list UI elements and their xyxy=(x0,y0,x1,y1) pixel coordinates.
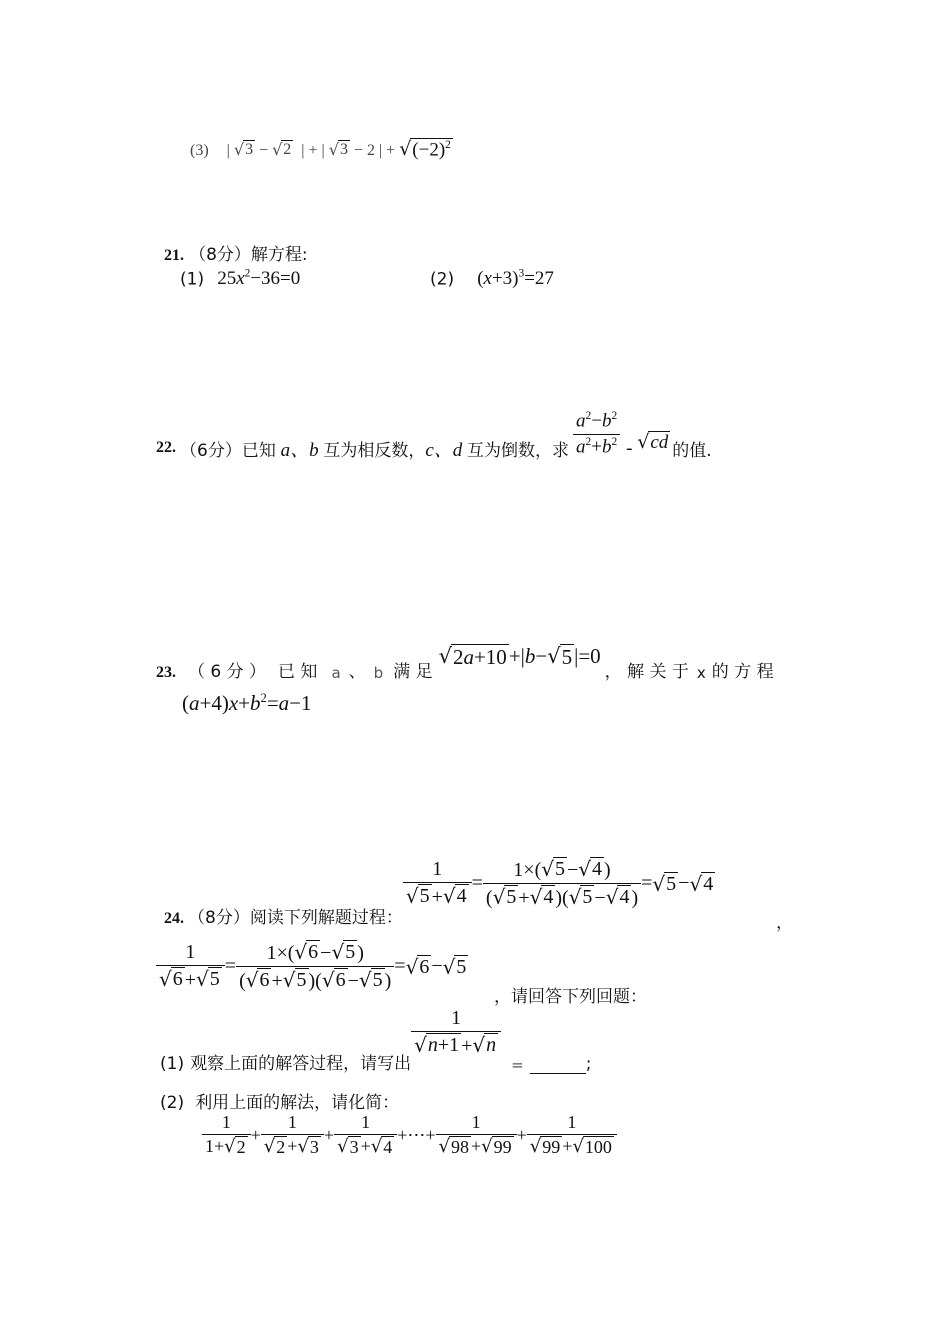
q22-line xyxy=(156,408,712,488)
q24-part1 xyxy=(160,1007,592,1074)
q24-example1: 1 √ 5 + √ 4 = 1×( √ 5 − √ 4 ) ( √ 5 + √ 4 )( √ 5 − √ 4 ) = √ 5 − √ 4 xyxy=(403,857,715,910)
q24-example2: 1 √ 6 + √ 5 = 1×( √ 6 − √ 5 ) ( √ 6 + √ 5 )( √ 6 − √ 5 ) = √ 6 − √ 5 xyxy=(156,940,468,993)
q21-instruction: 解方程: xyxy=(250,245,308,265)
q23-text-known: 已 知 xyxy=(278,662,318,682)
q22-text-reciprocal: 互为倒数，求 xyxy=(467,440,570,461)
q21-part2 xyxy=(430,268,554,290)
q23-score: （ 6 分 ） xyxy=(188,662,267,682)
q23-condition: √ 2a+10 +|b− √ 5 |=0 xyxy=(438,644,601,669)
q24-line1 xyxy=(164,857,715,932)
q22-text-known: 已知 xyxy=(241,440,276,461)
q24-part1-end: ; xyxy=(585,1054,592,1074)
q21-part1-label: (1) xyxy=(180,269,205,290)
q23-text-solve: ， 解 关 于 xyxy=(604,662,689,682)
q22-text-value: 的值. xyxy=(672,440,712,461)
q24-part2-expression: 1 1+ √ 2 + 1 √ 2 + √ 3 + 1 √ 3 + √ 4 +⋯+ 1 √ 98 + √ 99 + 1 √ 99 + √ 100 xyxy=(202,1112,617,1158)
q21-part2-label: (2) xyxy=(430,269,455,290)
q24-number: 24. xyxy=(164,910,184,927)
q20-part3-expression: | √ 3 − √ 2 | + | √ 3 − 2 | + √ $(-2)^2$ xyxy=(226,138,451,161)
q24-text-answer: ，请回答下列回题： xyxy=(494,987,647,1007)
q24-comma: ， xyxy=(776,913,793,933)
q20-part3-label: (3) xyxy=(190,142,209,159)
q21-part1-equation: $25x^2-36=0$ xyxy=(217,268,301,290)
q23-number: 23. xyxy=(156,664,176,681)
q24-part2 xyxy=(160,1088,399,1113)
q20-part3 xyxy=(190,138,453,161)
q23-line1 xyxy=(156,636,774,682)
q24-part1-blank[interactable] xyxy=(530,1059,586,1074)
q22-fraction: $\frac{a^2-b^2}{a^2+b^2}$ xyxy=(573,410,620,458)
q23-text-satisfy: 满 足 xyxy=(393,662,433,682)
q22-score: （6分） xyxy=(180,440,242,461)
q22-minus-sqrt-cd: - √ cd xyxy=(626,430,669,459)
q21-part1 xyxy=(180,268,300,290)
q21-number: 21. xyxy=(164,247,184,264)
q23-var-x: x xyxy=(696,664,706,682)
q22-vars-ab: a、b xyxy=(275,439,324,461)
q24-part2-label: (2) xyxy=(160,1093,185,1113)
q22-text-opposite: 互为相反数， xyxy=(323,440,426,461)
q24-part1-equals: = xyxy=(511,1056,524,1074)
q23-text-equation: 的 方 程 xyxy=(711,662,774,682)
q23-var-a: a xyxy=(331,664,341,682)
q24-part2-text: 利用上面的解法，请化简： xyxy=(195,1093,400,1113)
q23-sep: 、 xyxy=(348,662,366,682)
q23-equation: $(a+4)x+b^2=a-1$ xyxy=(182,691,312,715)
q24-part1-label: (1) xyxy=(160,1054,185,1074)
q23-var-b: b xyxy=(373,664,384,682)
q24-part1-text: 观察上面的解答过程，请写出 xyxy=(190,1054,412,1074)
q24-score: （8分） xyxy=(188,908,250,928)
q21-score: （8分） xyxy=(189,245,251,265)
q21-header xyxy=(164,240,308,265)
q24-part1-fraction: 1 √ n+1 + √ n xyxy=(411,1007,501,1058)
q22-vars-cd: c、d xyxy=(425,439,468,461)
q22-number: 22. xyxy=(156,439,176,456)
q21-part2-equation: $(x+3)^3=27$ xyxy=(477,268,554,290)
q24-text-read: 阅读下列解题过程： xyxy=(249,908,403,928)
